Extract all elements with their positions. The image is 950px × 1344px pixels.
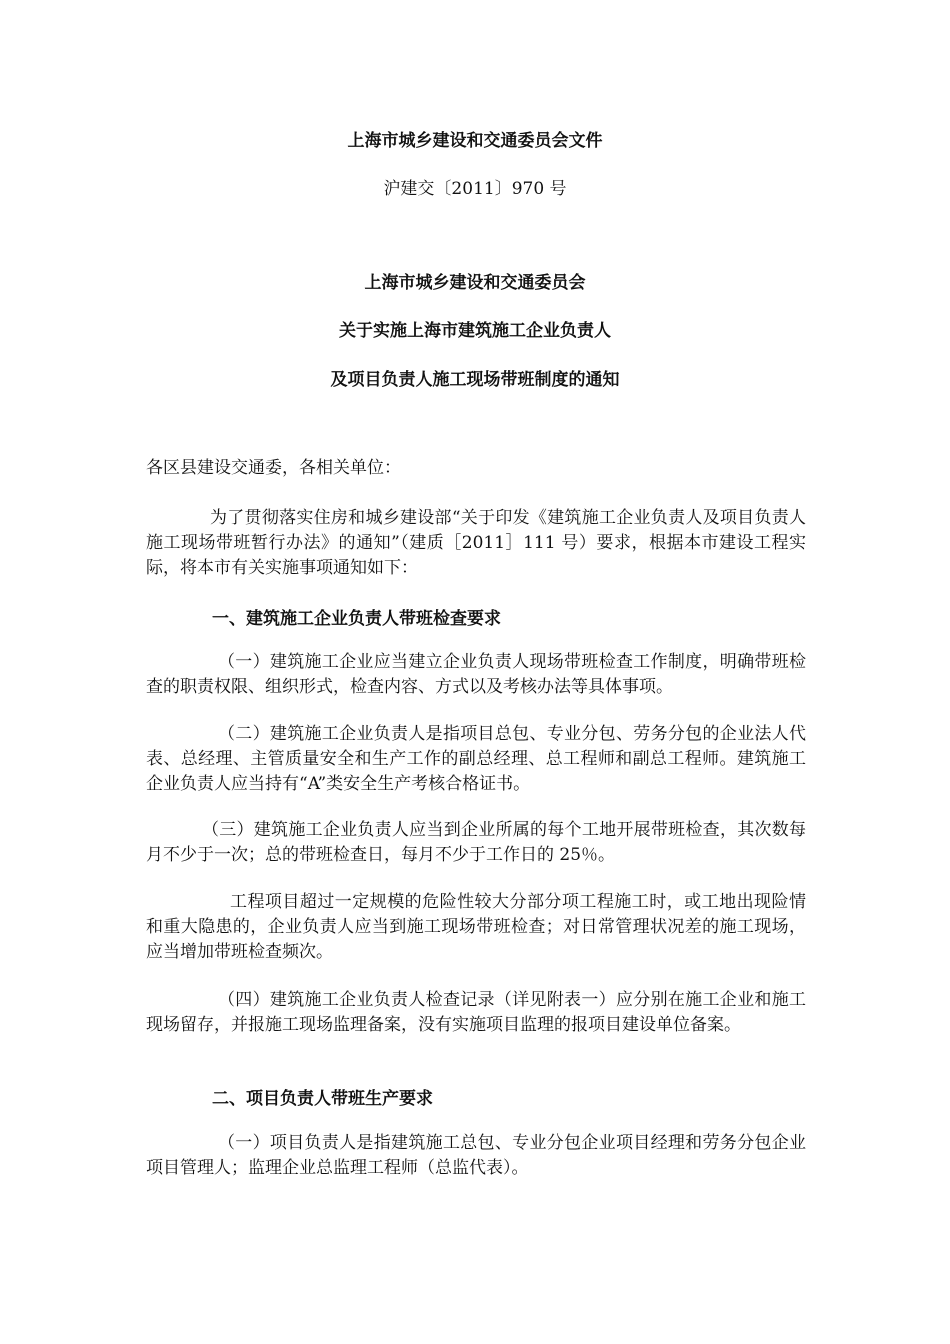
notice-title-line-1: 上海市城乡建设和交通委员会	[364, 273, 586, 293]
section-1-heading: 一、建筑施工企业负责人带班检查要求	[212, 609, 501, 629]
notice-title-line-3: 及项目负责人施工现场带班制度的通知	[330, 370, 620, 390]
notice-title-line-2: 关于实施上海市建筑施工企业负责人	[339, 321, 611, 341]
section-1-item-4: （四）建筑施工企业负责人检查记录（详见附表一）应分别在施工企业和施工现场留存，并报施工现场监理备案，没有实施项目监理的报项目建设单位备案。	[146, 990, 806, 1035]
section-1-item-3: （三）建筑施工企业负责人应当到企业所属的每个工地开展带班检查，其次数每月不少于一次；总的带班检查日，每月不少于工作日的 25％。	[146, 820, 806, 865]
document-number: 沪建交〔2011〕970 号	[383, 179, 567, 199]
intro-paragraph: 为了贯彻落实住房和城乡建设部“关于印发《建筑施工企业负责人及项目负责人施工现场带班暂行办法》的通知”（建质［2011］111 号）要求，根据本市建设工程实际，将本市有关实施事项通知如下：	[146, 508, 806, 578]
section-1-item-3-supplement: 工程项目超过一定规模的危险性较大分部分项工程施工时，或工地出现险情和重大隐患的，企业负责人应当到施工现场带班检查；对日常管理状况差的施工现场，应当增加带班检查频次。	[146, 892, 806, 962]
section-1-item-1: （一）建筑施工企业应当建立企业负责人现场带班检查工作制度，明确带班检查的职责权限、组织形式，检查内容、方式以及考核办法等具体事项。	[146, 652, 806, 697]
issuer-header: 上海市城乡建设和交通委员会文件	[347, 131, 603, 151]
section-2-item-1: （一）项目负责人是指建筑施工总包、专业分包企业项目经理和劳务分包企业项目管理人；监理企业总监理工程师（总监代表）。	[146, 1133, 806, 1178]
section-1-item-2: （二）建筑施工企业负责人是指项目总包、专业分包、劳务分包的企业法人代表、总经理、主管质量安全和生产工作的副总经理、总工程师和副总工程师。建筑施工企业负责人应当持有“A”类安全生产考核合格证书。	[146, 724, 806, 794]
salutation: 各区县建设交通委，各相关单位：	[146, 458, 401, 478]
section-2-heading: 二、项目负责人带班生产要求	[212, 1089, 433, 1109]
